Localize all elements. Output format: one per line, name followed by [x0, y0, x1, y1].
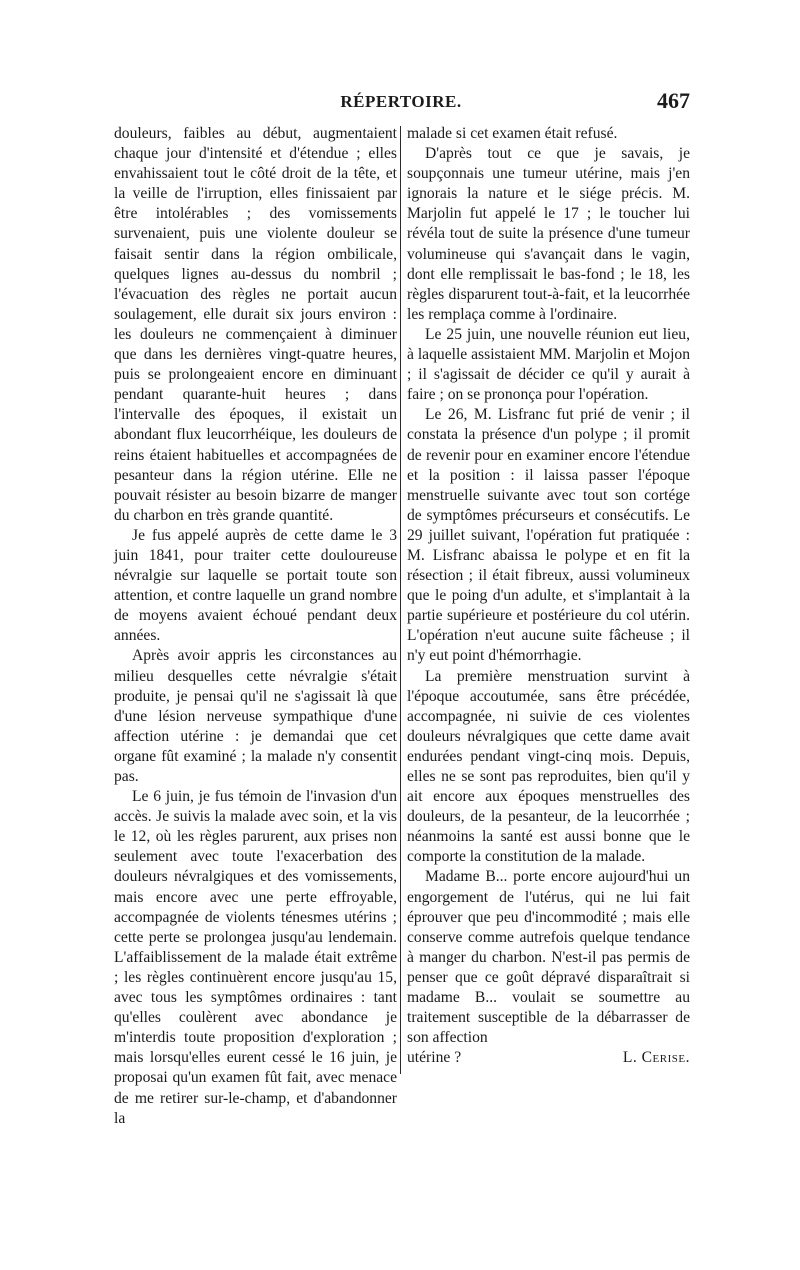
column-divider	[400, 126, 401, 1074]
text-columns	[114, 124, 690, 1127]
closing-text: utérine ?	[407, 1049, 462, 1067]
paragraph: Le 25 juin, une nouvelle réunion eut lieu, à laquelle assistaient MM. Marjolin et Mojon ; il s'agissait de décider ce qu'il y aurait à faire ; on se prononça pour l'opération.	[407, 325, 690, 404]
paragraph: D'après tout ce que je savais, je soupçonnais une tumeur utérine, mais j'en ignorais la nature et le siége précis. M. Marjolin fut appelé le 17 ; le toucher lui révéla tout de suite la présence d'une tumeur volumineuse qui s'avançait dans le vagin, dont elle remplissait le bas-fond ; le 18, les règles disparurent tout-à-fait, et la leucorrhée les remplaça comme à l'ordinaire.	[407, 145, 690, 323]
paragraph: Après avoir appris les circonstances au milieu desquelles cette névralgie s'était produite, je pensai qu'il ne s'agissait là que d'une lésion nerveuse sympathique d'une affection utérine : je demandai que cet organe fût examiné ; la malade n'y consentit pas.	[114, 647, 397, 785]
paragraph: malade si cet examen était refusé.	[407, 125, 618, 142]
closing-line	[407, 1048, 690, 1068]
running-title: RÉPERTOIRE.	[340, 92, 462, 111]
running-header	[112, 88, 690, 122]
paragraph: douleurs, faibles au début, augmentaient chaque jour d'intensité et d'étendue ; elles envahissaient tout le côté droit de la tête, et la veille de l'irruption, elles finissaient par être intolérables ; des vomissements survenaient, puis une violente douleur se faisait sentir dans la région ombilicale, quelques lignes au-dessus du nombril ; l'évacuation des règles ne portait aucun soulagement, elle durait six jours environ : les douleurs ne commençaient à diminuer que dans les dernières vingt-quatre heures, puis se prolongeaient encore en diminuant pendant quarante-huit heures ; dans l'intervalle des époques, il existait un abondant flux leucorrhéique, les douleurs de reins étaient habituelles et accompagnées de pesanteur dans la région utérine. Elle ne pouvait résister au besoin bizarre de manger du charbon en très grande quantité.	[114, 125, 397, 524]
paragraph: La première menstruation survint à l'époque accoutumée, sans être précédée, accompagnée, ni suivie de ces violentes douleurs névralgiques que cette dame avait endurées pendant vingt-cinq mois. Depuis, elles ne se sont pas reproduites, bien qu'il y ait encore aux époques menstruelles des douleurs, de la pesanteur, de la leucorrhée ; néanmoins la santé est aussi bonne que le comporte la constitution de la malade.	[407, 667, 690, 866]
left-column	[114, 124, 397, 1129]
author-signature: L. Cerise.	[622, 1049, 690, 1067]
paragraph: Le 26, M. Lisfranc fut prié de venir ; il constata la présence d'un polype ; il promit de revenir pour en examiner encore l'étendue et la position : il laissa passer l'époque menstruelle suivante avec tout son cortége de symptômes précurseurs et consécutifs. Le 29 juillet suivant, l'opération fut pratiquée : M. Lisfranc abaissa le polype et en fit la résection ; il était fibreux, aussi volumineux que le poing d'un adulte, et s'implantait à la partie supérieure et postérieure du col utérin. L'opération n'eut aucune suite fâcheuse ; il n'y eut point d'hémorrhagie.	[407, 406, 690, 665]
paragraph: Madame B... porte encore aujourd'hui un engorgement de l'utérus, qui ne lui fait éprouver que peu d'incommodité ; mais elle conserve comme autrefois quelque tendance à manger du charbon. N'est-il pas permis de penser que ce goût dépravé disparaîtrait si madame B... voulait se soumettre au traitement susceptible de la débarrasser de son affection	[407, 868, 690, 1047]
right-column	[407, 124, 690, 1068]
paragraph: Je fus appelé auprès de cette dame le 3 juin 1841, pour traiter cette douloureuse névralgie sur laquelle se portait toute son attention, et contre laquelle un grand nombre de moyens avaient échoué pendant deux années.	[114, 526, 397, 645]
paragraph: Le 6 juin, je fus témoin de l'invasion d'un accès. Je suivis la malade avec soin, et la vis le 12, où les règles parurent, aux prises non seulement avec toute l'exacerbation des douleurs névralgiques et des vomissements, mais encore avec une perte effroyable, accompagnée de violents ténesmes utérins ; cette perte se prolongea jusqu'au lendemain. L'affaiblissement de la malade était extrême ; les règles continuèrent encore jusqu'au 15, avec tous les symptômes ordinaires : tant qu'elles coulèrent avec abondance je m'interdis toute proposition d'exploration ; mais lorsqu'elles eurent cessé le 16 juin, je proposai qu'un examen fût fait, avec menace de me retirer sur-le-champ, et d'abandonner la	[114, 788, 397, 1127]
page-number: 467	[657, 88, 690, 113]
